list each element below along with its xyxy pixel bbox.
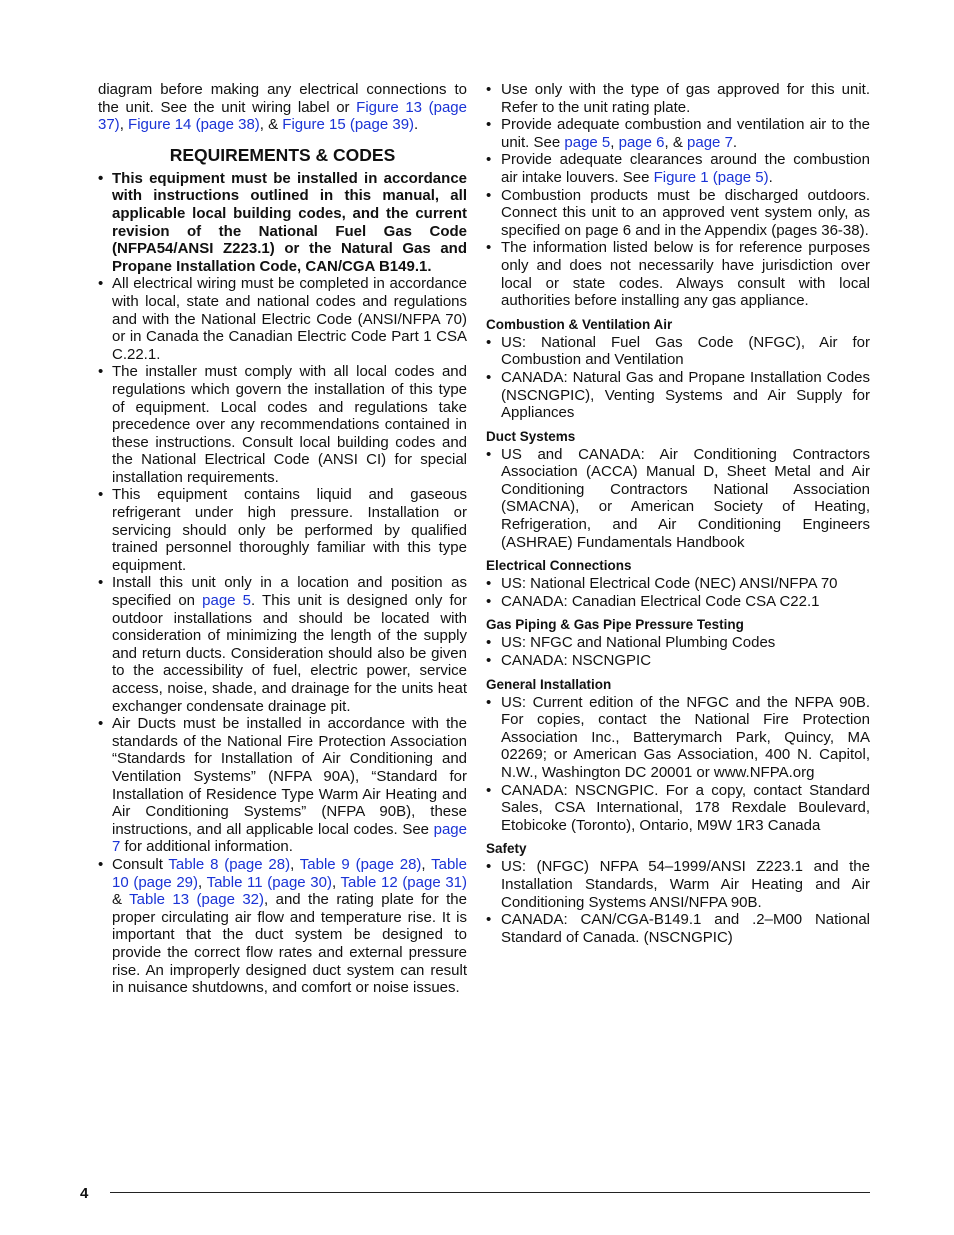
code-item: • US: Current edition of the NFGC and the NFPA 90B. For copies, contact the National Fire Protection Association Inc., Batterymarch Park, Quincy, MA 02269; or American Gas Association, 400 N. Capitol, N.W., Washington DC 20001 or www.NFPA.org [486, 694, 870, 782]
item-text: , and the rating plate for the proper circulating air flow and temperature rise. It is important that the duct system be designed to provide the correct flow rates and external pressure rise. An improperly designed duct system can result in nuisance shutdowns, and comfort or noise issues. [112, 891, 467, 997]
subheading-electrical: Electrical Connections [486, 558, 632, 574]
gas-list [486, 634, 870, 669]
code-item: • US: NFGC and National Plumbing Codes [486, 634, 870, 652]
item-end: . [732, 133, 738, 151]
subheading-gas-piping: Gas Piping & Gas Pipe Pressure Testing [486, 617, 744, 633]
link-table-12[interactable]: Table 12 (page 31) [340, 873, 467, 891]
requirement-item: • This equipment contains liquid and gaseous refrigerant under high pressure. Installation or servicing should only be performed by qualified trained personnel thoroughly familiar with this type equipment. [98, 486, 467, 574]
requirement-item [98, 574, 467, 715]
item-text: . This unit is designed only for outdoor installations and should be located with consideration of minimizing the length of the supply and return ducts. Consideration should also be given to the accessibility of fuel, electric power, service access, noise, shade, and drainage for the units heat exchanger condensate drainage pit. [112, 592, 467, 715]
item-sep: & [112, 891, 130, 909]
subheading-duct: Duct Systems [486, 428, 576, 444]
code-item: • US: (NFGC) NFPA 54–1999/ANSI Z223.1 and the Installation Standards, Warm Air Heating and Air Conditioning Systems ANSI/NFPA 90B. [486, 858, 870, 911]
requirement-item [98, 856, 467, 997]
intro-text: diagram before making any electrical connections to the unit. See the unit wiring label or [98, 81, 467, 116]
requirements-list [98, 170, 467, 997]
left-column [98, 81, 467, 997]
item-text: Provide adequate combustion and ventilation air to the unit. See [501, 116, 870, 151]
link-table-8[interactable]: Table 8 (page 28) [168, 855, 291, 873]
code-item: • US: National Electrical Code (NEC) ANSI/NFPA 70 [486, 575, 870, 593]
general-list [486, 694, 870, 835]
link-table-10[interactable]: Table 10 (page 29) [112, 855, 467, 891]
code-item: • CANADA: Canadian Electrical Code CSA C22.1 [486, 593, 870, 611]
link-figure-13[interactable]: Figure 13 (page 37) [98, 98, 467, 134]
item-sep: , [331, 873, 341, 891]
requirements-list-continued [486, 81, 870, 310]
subheading-safety: Safety [486, 841, 527, 857]
subheading-combustion: Combustion & Ventilation Air [486, 316, 673, 332]
item-text: Consult [112, 855, 169, 873]
requirement-item [486, 151, 870, 186]
item-text: Provide adequate clearances around the combustion air intake louvers. See [501, 151, 870, 186]
requirement-item: • The information listed below is for reference purposes only and does not necessarily have jurisdiction over local or state codes. Always consult with local authorities before installing any gas appliance. [486, 239, 870, 309]
link-table-9[interactable]: Table 9 (page 28) [299, 855, 422, 873]
link-page-6[interactable]: page 6 [618, 133, 665, 151]
page-number: 4 [80, 1185, 89, 1202]
item-sep: , & [664, 133, 688, 151]
item-text: Install this unit only in a location and position as specified on [112, 574, 467, 610]
link-figure-15[interactable]: Figure 15 (page 39) [282, 116, 415, 134]
requirement-item: • This equipment must be installed in accordance with instructions outlined in this manual, all applicable local building codes, and the current revision of the National Fuel Gas Code (NFPA54/ANSI Z223.1) or the Natural Gas and Propane Installation Code, CAN/CGA B149.1. [98, 170, 467, 276]
intro-paragraph [98, 81, 467, 134]
code-item: • US: National Fuel Gas Code (NFGC), Air for Combustion and Ventilation [486, 334, 870, 369]
item-text: Air Ducts must be installed in accordance with the standards of the National Fire Protection Association “Standards for Installation of Air Conditioning and Ventilation Systems” (NFPA 90A), “Standard for Installation of Residence Type Warm Air Heating and Air Conditioning Systems” (NFPA 90B), these instructions, and all applicable local codes. See [112, 715, 467, 838]
right-column [486, 81, 870, 946]
requirement-item [98, 715, 467, 856]
code-item: • CANADA: NSCNGPIC. For a copy, contact Standard Sales, CSA International, 178 Rexdale Boulevard, Etobicoke (Toronto), Ontario, M9W 1R3 Canada [486, 782, 870, 835]
link-page-5[interactable]: page 5 [202, 592, 252, 610]
item-text: for additional information. [120, 838, 293, 856]
intro-sep: , [119, 116, 129, 134]
intro-end: . [414, 116, 419, 134]
electrical-list [486, 575, 870, 610]
requirement-item: • The installer must comply with all local codes and regulations which govern the installation of this type of equipment. Local codes and regulations take precedence over any recommendations contained in these instructions. Consult local building codes and the National Electrical Code (ANSI CI) for special installation requirements. [98, 363, 467, 486]
item-sep: , [421, 855, 432, 873]
link-figure-1[interactable]: Figure 1 (page 5) [653, 168, 769, 186]
item-sep: , [198, 873, 207, 891]
item-sep: , [610, 133, 619, 151]
section-heading: REQUIREMENTS & CODES [169, 144, 396, 165]
link-page-5[interactable]: page 5 [564, 133, 611, 151]
combustion-list [486, 334, 870, 422]
code-item: • CANADA: Natural Gas and Propane Installation Codes (NSCNGPIC), Venting Systems and Air Supply for Appliances [486, 369, 870, 422]
item-end: . [768, 168, 773, 186]
requirement-item: • Use only with the type of gas approved for this unit. Refer to the unit rating plate. [486, 81, 870, 116]
item-sep: , [290, 855, 300, 873]
subheading-general: General Installation [486, 676, 612, 692]
intro-sep: , & [259, 116, 283, 134]
safety-list [486, 858, 870, 946]
requirement-item: • All electrical wiring must be completed in accordance with local, state and national codes and regulations and with the National Electric Code (ANSI/NFPA 70) or in Canada the Canadian Electric Code Part 1 CSA C.22.1. [98, 275, 467, 363]
code-item: • CANADA: NSCNGPIC [486, 652, 870, 670]
link-page-7[interactable]: page 7 [112, 820, 467, 856]
duct-list [486, 446, 870, 552]
link-page-7[interactable]: page 7 [687, 133, 733, 151]
requirement-item: • Combustion products must be discharged outdoors. Connect this unit to an approved vent system only, as specified on page 6 and in the Appendix (pages 36-38). [486, 187, 870, 240]
footer-divider [110, 1192, 870, 1193]
link-table-11[interactable]: Table 11 (page 30) [206, 873, 332, 891]
link-figure-14[interactable]: Figure 14 (page 38) [128, 116, 260, 134]
code-item: • US and CANADA: Air Conditioning Contractors Association (ACCA) Manual D, Sheet Metal and Air Conditioning Contractors National Association (SMACNA), or American Society of Heating, Refrigeration, and Air Conditioning Engineers (ASHRAE) Fundamentals Handbook [486, 446, 870, 552]
link-table-13[interactable]: Table 13 (page 32) [129, 891, 265, 909]
code-item: • CANADA: CAN/CGA-B149.1 and .2–M00 National Standard of Canada. (NSCNGPIC) [486, 911, 870, 946]
requirement-item [486, 116, 870, 151]
